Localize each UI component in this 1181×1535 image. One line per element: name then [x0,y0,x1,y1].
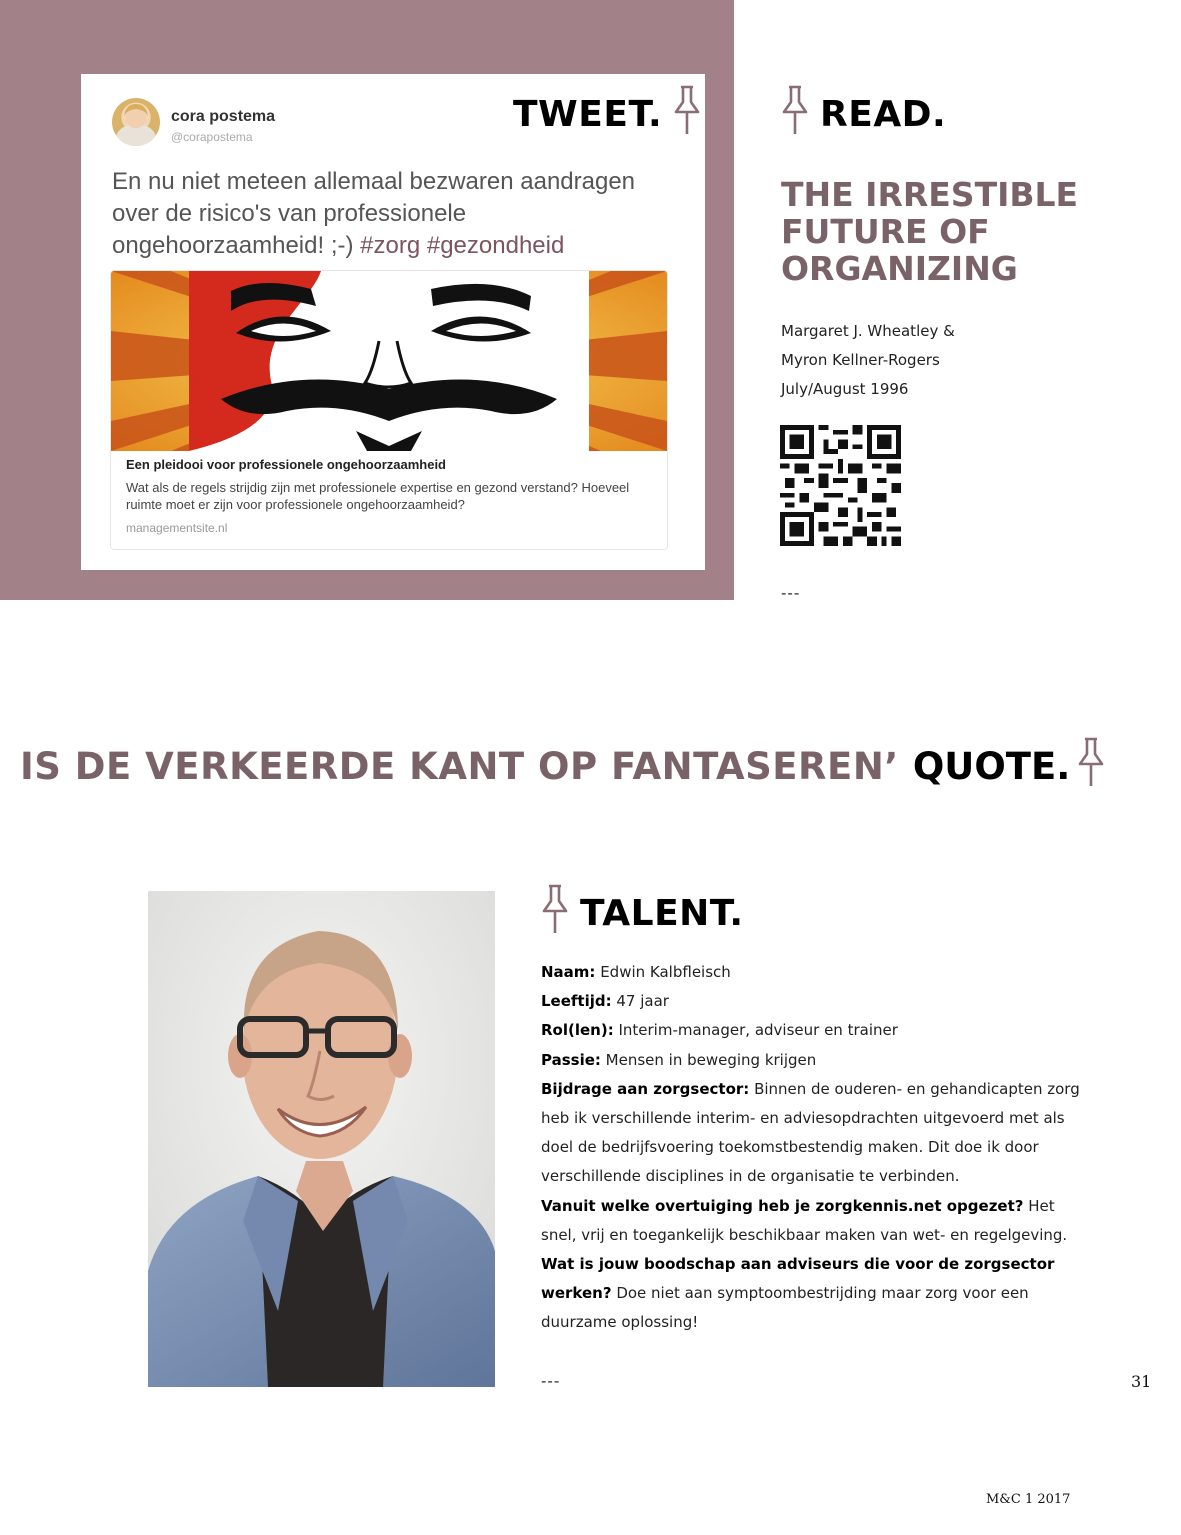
link-description: Wat als de regels strijdig zijn met professionele expertise en gezond verstand? Hoeveel ruimte moet er zijn voor professionele ongehoorzaamheid? [126,480,630,512]
read-author-2: Myron Kellner-Rogers [781,351,940,369]
profile-field-roles [541,1016,1081,1045]
field-value: Doe niet aan symptoombestrijding maar zorg voor een duurzame oplossing! [541,1284,1029,1332]
magazine-footer: M&C 1 2017 [986,1492,1071,1507]
tweet-author-handle[interactable]: @corapostema [171,130,253,144]
pin-icon [672,84,702,145]
profile-field-age [541,987,1081,1016]
pin-icon [1076,736,1106,797]
talent-portrait [148,891,495,1387]
pin-icon [540,883,570,944]
tweet-label-text: TWEET. [513,94,663,135]
read-date: July/August 1996 [781,380,909,398]
link-domain[interactable]: managementsite.nl [126,521,228,535]
field-key: Leeftijd: [541,992,612,1011]
tweet-hashtags[interactable]: #zorg #gezondheid [360,232,565,259]
talent-section-label [540,883,744,944]
link-preview-card[interactable] [110,270,668,550]
profile-field-name [541,958,1081,987]
field-key: Wat is jouw boodschap aan adviseurs die voor de zorgsector werken? [541,1255,1055,1303]
read-author-1: Margaret J. Wheatley & [781,322,955,340]
tweet-body: En nu niet meteen allemaal bezwaren aandragen over de risico's van professionele ongehoorzaamheid! ;-) [112,168,636,259]
mask-illustration [111,271,667,451]
page-number: 31 [1131,1372,1152,1391]
tweet-text [112,166,682,262]
field-key: Vanuit welke overtuiging heb je zorgkennis.net opgezet? [541,1196,1024,1215]
field-key: Rol(len): [541,1021,614,1040]
tweet-author-name[interactable]: cora postema [171,108,276,125]
field-key: Naam: [541,963,596,981]
field-value: Interim-manager, adviseur en trainer [613,1021,898,1040]
talent-label-text: TALENT. [580,893,744,934]
read-section-label [780,84,946,145]
talent-separator: --- [541,1372,561,1390]
read-title: THE IRRESTIBLE FUTURE OF ORGANIZING [781,175,1079,288]
read-label-text: READ. [820,94,947,135]
field-value: Het snel, vrij en toegankelijk beschikbaar maken van wet- en regelgeving. [541,1196,1068,1244]
profile-field-passion [541,1046,1081,1075]
profile-field-message [541,1250,1081,1338]
tweet-section-label [513,84,702,145]
qr-code[interactable] [780,425,901,546]
link-title[interactable]: Een pleidooi voor professionele ongehoorzaamheid [126,457,446,472]
avatar [112,98,160,146]
quote-text: IS DE VERKEERDE KANT OP FANTASEREN’ [20,745,899,788]
tweet-card [81,74,705,570]
quote-line [20,736,1106,797]
quote-label: QUOTE. [912,745,1071,788]
field-value: Binnen de ouderen- en gehandicapten zorg heb ik verschillende interim- en adviesopdrachten uitgevoerd met als doel de bedrijfsvoering toekomstbestendig maken. Dit doe ik door verschillende disciplines in de organisatie te verbinden. [541,1079,1080,1186]
field-value: Mensen in beweging krijgen [600,1050,817,1069]
field-key: Passie: [541,1050,601,1069]
profile-field-contribution [541,1075,1081,1192]
field-value: Edwin Kalbfleisch [595,963,731,981]
field-value: 47 jaar [611,992,669,1011]
pin-icon [780,84,810,145]
read-separator: --- [781,584,801,602]
field-key: Bijdrage aan zorgsector: [541,1079,750,1098]
talent-profile [541,958,1081,1338]
profile-field-conviction [541,1192,1081,1250]
